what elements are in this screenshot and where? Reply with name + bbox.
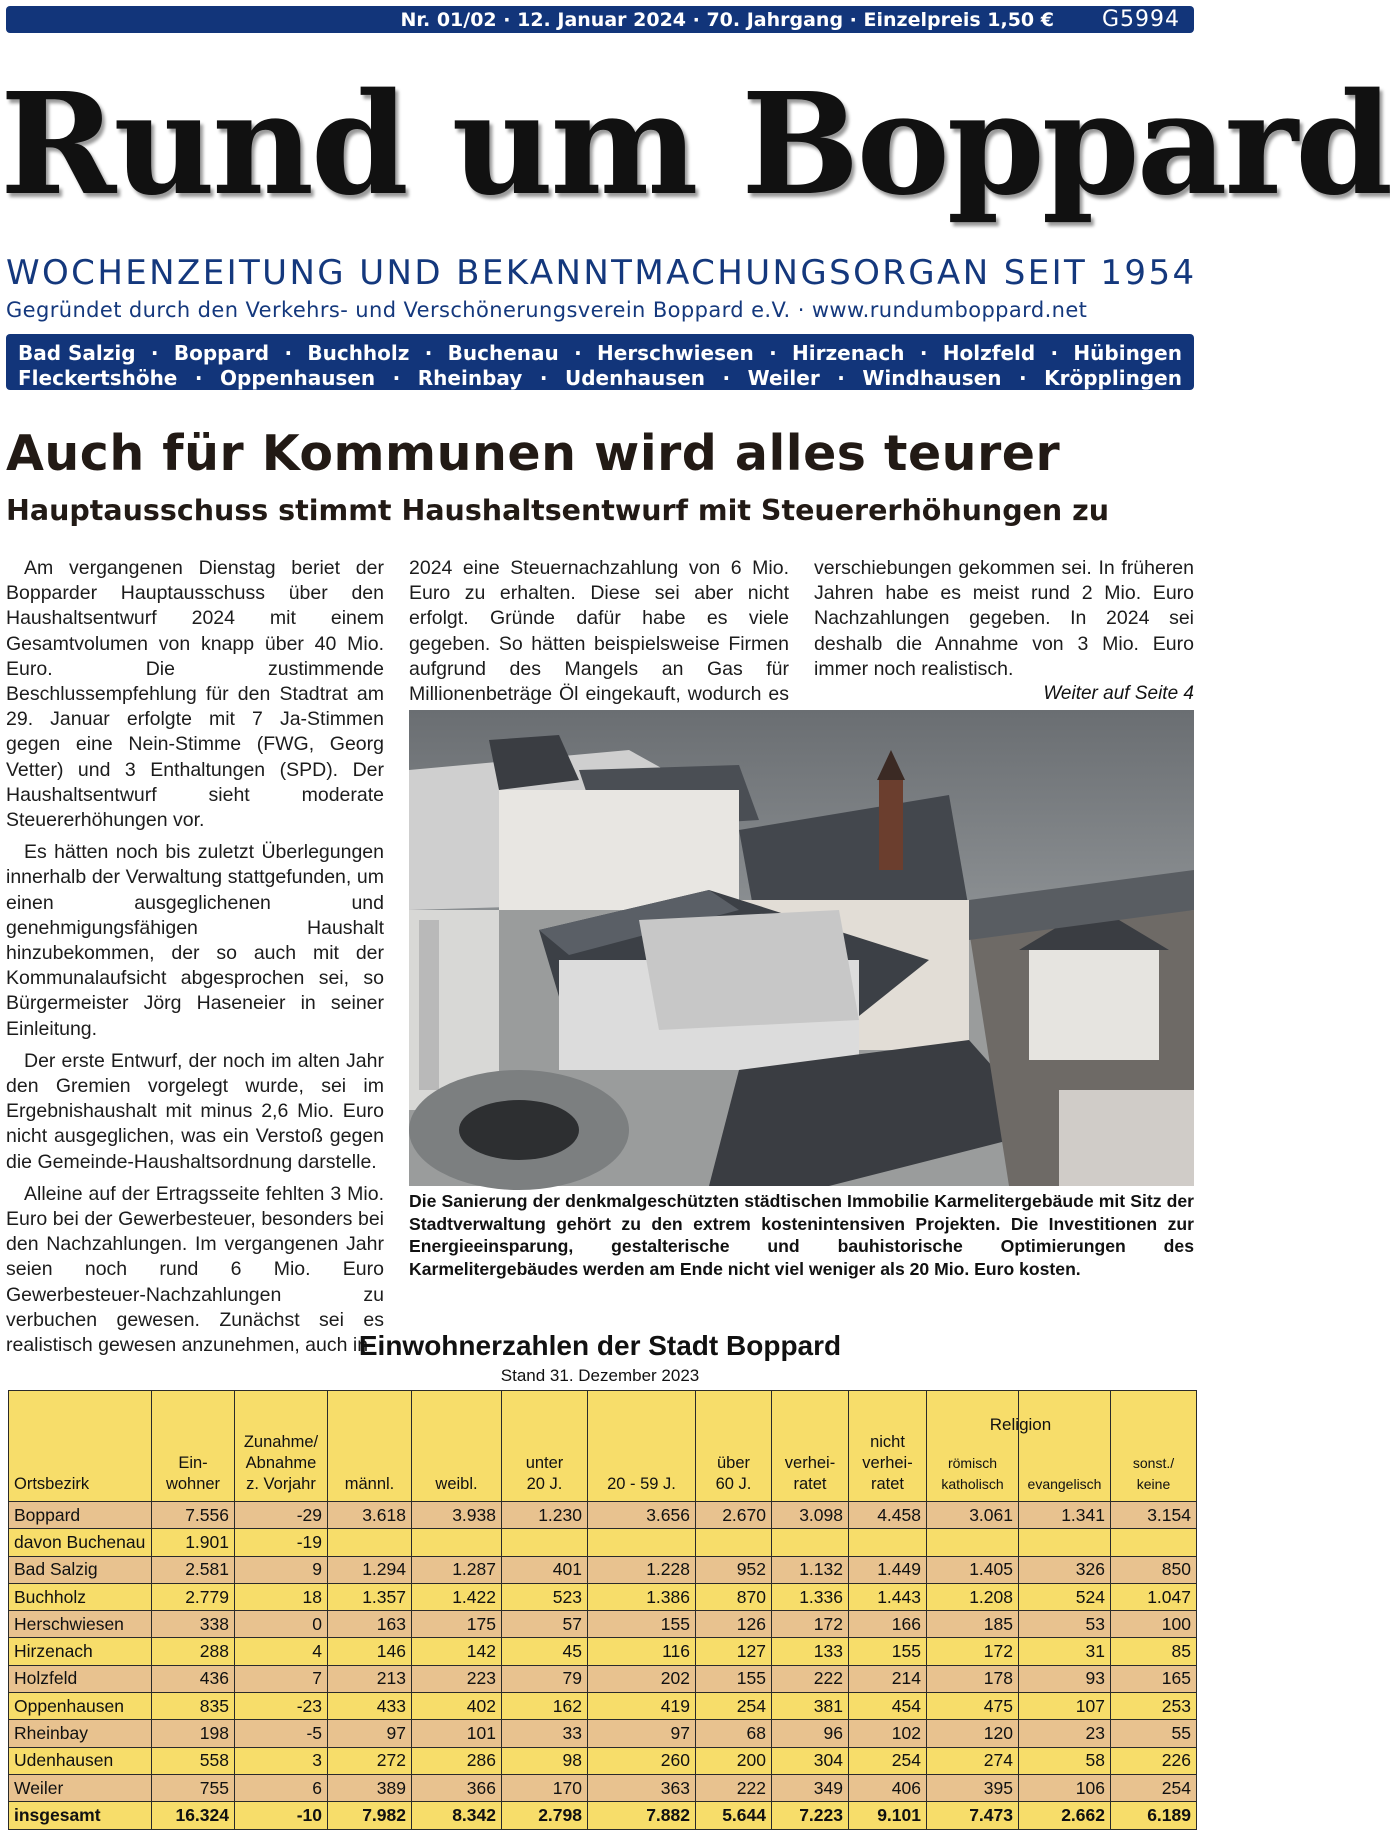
table-cell [412,1529,502,1556]
separator: · [837,366,845,390]
table-cell: 2.581 [152,1556,235,1583]
table-cell: 146 [328,1638,412,1665]
place-name: Buchholz [307,341,410,365]
table-cell: 226 [1111,1747,1197,1774]
table-cell: 436 [152,1665,235,1692]
separator: · [574,341,582,365]
place-name: Weiler [747,366,820,390]
table-cell: 1.422 [412,1583,502,1610]
table-cell: 3.656 [588,1502,696,1529]
place-name: Boppard [173,341,270,365]
column-header: über 60 J. [696,1391,772,1502]
table-cell: 155 [588,1611,696,1638]
places-row-2 [18,366,1182,390]
table-cell: 349 [772,1774,849,1801]
table-cell: 9 [235,1556,328,1583]
column-header: Ortsbezirk [9,1391,152,1502]
table-cell: 260 [588,1747,696,1774]
table-cell [1111,1529,1197,1556]
table-cell [849,1529,927,1556]
table-cell: 53 [1019,1611,1111,1638]
founded-line: Gegründet durch den Verkehrs- und Verschönerungsverein Boppard e.V. · www.rundumboppard.net [6,298,1088,322]
table-cell: 23 [1019,1720,1111,1747]
table-cell: 107 [1019,1693,1111,1720]
table-cell: 3.938 [412,1502,502,1529]
places-row-1 [18,341,1182,365]
table-cell: 172 [772,1611,849,1638]
table-row [9,1611,1197,1638]
table-cell: 1.287 [412,1556,502,1583]
table-cell: 338 [152,1611,235,1638]
table-cell: 133 [772,1638,849,1665]
table-cell: 3.061 [927,1502,1019,1529]
article-headline: Auch für Kommunen wird alles teurer [6,425,1061,482]
article-column-3 [814,556,1194,689]
table-cell: 4 [235,1638,328,1665]
place-name: Herschwiesen [597,341,754,365]
article-paragraph: Der erste Entwurf, der noch im alten Jahr den Gremien vorgelegt wurde, sei im Ergebnishaushalt mit minus 2,6 Mio. Euro nicht ausgeglichen, was ein Verstoß gegen die Gemeinde-Haushaltsordnung darstelle. [6,1049,384,1173]
table-row [9,1720,1197,1747]
table-cell: 213 [328,1665,412,1692]
newspaper-title: Rund um Boppard [0,63,1390,227]
place-name: Udenhausen [564,366,705,390]
article-paragraph: Alleine auf der Ertragsseite fehlten 3 Mio. Euro bei der Gewerbesteuer, besonders bei den Nachzahlungen. Im vergangenen Jahr seien noch rund 6 Mio. Euro Gewerbesteuer-Nachzahlungen zu verbuchen gewesen. Zunächst sei es realistisch gewesen anzunehmen, auch in [6,1182,384,1357]
place-name: Kröpplingen [1044,366,1182,390]
place-name: Oppenhausen [220,366,376,390]
table-cell: 1.405 [927,1556,1019,1583]
table-cell: 97 [328,1720,412,1747]
table-cell: 79 [502,1665,588,1692]
district-name: Boppard [9,1502,152,1529]
table-cell: 419 [588,1693,696,1720]
table-cell: 835 [152,1693,235,1720]
table-cell: 850 [1111,1556,1197,1583]
table-cell: 3 [235,1747,328,1774]
table-cell: 222 [772,1665,849,1692]
table-cell: 389 [328,1774,412,1801]
table-cell: 0 [235,1611,328,1638]
district-name: Weiler [9,1774,152,1801]
place-name: Hübingen [1073,341,1182,365]
table-cell: 200 [696,1747,772,1774]
table-cell: 3.098 [772,1502,849,1529]
place-name: Hirzenach [792,341,905,365]
total-label: insgesamt [9,1802,152,1829]
table-cell: 1.208 [927,1583,1019,1610]
table-cell: 126 [696,1611,772,1638]
table-cell: 116 [588,1638,696,1665]
table-cell: 100 [1111,1611,1197,1638]
district-name: Rheinbay [9,1720,152,1747]
separator: · [919,341,928,365]
table-cell: 101 [412,1720,502,1747]
table-row [9,1529,1197,1556]
table-cell: 1.341 [1019,1502,1111,1529]
table-cell [696,1529,772,1556]
district-name: Herschwiesen [9,1611,152,1638]
table-cell: 1.357 [328,1583,412,1610]
table-cell: 155 [849,1638,927,1665]
table-cell: 1.132 [772,1556,849,1583]
table-cell: 57 [502,1611,588,1638]
table-cell: 175 [412,1611,502,1638]
district-name: Oppenhausen [9,1693,152,1720]
table-cell: 402 [412,1693,502,1720]
table-cell: 274 [927,1747,1019,1774]
table-cell: -29 [235,1502,328,1529]
article-paragraph: Am vergangenen Dienstag beriet der Bopparder Hauptausschuss über den Haushaltsentwurf 2024 mit einem Gesamtvolumen von knapp über 40 Mio. Euro. Die zustimmende Beschlussempfehlung für den Stadtrat am 29. Januar erfolgte mit 7 Ja-Stimmen gegen eine Nein-Stimme (FWG, Georg Vetter) und 3 Enthaltungen (SPD). Der Haushaltsentwurf sieht moderate Steuererhöhungen vor. [6,557,384,832]
separator: · [769,341,777,365]
table-cell: 162 [502,1693,588,1720]
total-cell: 5.644 [696,1802,772,1829]
table-cell: 45 [502,1638,588,1665]
separator: · [424,341,433,365]
table-cell: 406 [849,1774,927,1801]
table-cell: 2.779 [152,1583,235,1610]
table-cell [927,1529,1019,1556]
table-cell: -23 [235,1693,328,1720]
table-cell: -5 [235,1720,328,1747]
table-cell: 96 [772,1720,849,1747]
table-cell: 7 [235,1665,328,1692]
table-cell: 120 [927,1720,1019,1747]
population-table [8,1390,1197,1830]
table-cell: 102 [849,1720,927,1747]
article-photo [409,710,1194,1186]
table-cell: 172 [927,1638,1019,1665]
total-cell: 7.882 [588,1802,696,1829]
table-row [9,1638,1197,1665]
table-cell: 155 [696,1665,772,1692]
table-cell [328,1529,412,1556]
table-cell: 55 [1111,1720,1197,1747]
article-column-1 [6,556,384,1365]
district-name: Udenhausen [9,1747,152,1774]
column-header: weibl. [412,1391,502,1502]
place-name: Rheinbay [417,366,523,390]
table-cell: 166 [849,1611,927,1638]
places-banner [6,334,1194,390]
district-name: Holzfeld [9,1665,152,1692]
table-cell: 33 [502,1720,588,1747]
table-row [9,1693,1197,1720]
place-name: Buchenau [447,341,559,365]
table-cell [1019,1529,1111,1556]
table-cell: 93 [1019,1665,1111,1692]
separator: · [392,366,401,390]
table-cell: 1.336 [772,1583,849,1610]
table-cell: 170 [502,1774,588,1801]
table-row [9,1774,1197,1801]
issue-code: G5994 [1101,7,1180,32]
column-header: unter 20 J. [502,1391,588,1502]
table-cell: 454 [849,1693,927,1720]
table-cell: 106 [1019,1774,1111,1801]
separator: · [1019,366,1027,390]
table-cell: 178 [927,1665,1019,1692]
table-cell: 222 [696,1774,772,1801]
table-cell: 401 [502,1556,588,1583]
table-row [9,1502,1197,1529]
table-cell: 3.154 [1111,1502,1197,1529]
table-cell: 288 [152,1638,235,1665]
newspaper-subtitle: WOCHENZEITUNG UND BEKANNTMACHUNGSORGAN SEIT 1954 [6,253,1197,293]
column-header: 20 - 59 J. [588,1391,696,1502]
place-name: Bad Salzig [18,341,136,365]
table-cell: 163 [328,1611,412,1638]
table-cell: 523 [502,1583,588,1610]
table-cell: 254 [849,1747,927,1774]
table-cell: 1.294 [328,1556,412,1583]
column-header: Ein- wohner [152,1391,235,1502]
district-name: davon Buchenau [9,1529,152,1556]
separator: · [150,341,159,365]
table-cell: 1.443 [849,1583,927,1610]
table-cell: 198 [152,1720,235,1747]
table-subtitle: Stand 31. Dezember 2023 [500,1366,700,1385]
separator: · [539,366,548,390]
column-header: Religion römisch katholisch [927,1391,1019,1502]
issue-bar [6,6,1194,33]
total-cell: 7.473 [927,1802,1019,1829]
column-header: evangelisch [1019,1391,1111,1502]
table-row [9,1747,1197,1774]
table-title: Einwohnerzahlen der Stadt Boppard [358,1330,842,1361]
table-cell: 870 [696,1583,772,1610]
table-cell: 1.047 [1111,1583,1197,1610]
table-cell: -19 [235,1529,328,1556]
district-name: Hirzenach [9,1638,152,1665]
total-cell: 6.189 [1111,1802,1197,1829]
photo-caption: Die Sanierung der denkmalgeschützten städtischen Immobilie Karmelitergebäude mit Sitz der Stadtverwaltung gehört zu den extrem kostenintensiven Projekten. Die Investitionen zur Energieeinsparung, gestalterische und bauhistorische Optimierungen des Karmelitergebäudes werden am Ende nicht viel weniger als 20 Mio. Euro kosten. [409,1191,1194,1279]
table-row [9,1583,1197,1610]
table-row [9,1665,1197,1692]
total-cell: 7.223 [772,1802,849,1829]
table-cell: 6 [235,1774,328,1801]
table-cell: 286 [412,1747,502,1774]
table-cell: 185 [927,1611,1019,1638]
table-cell: 165 [1111,1665,1197,1692]
table-cell: 254 [696,1693,772,1720]
table-cell: 433 [328,1693,412,1720]
table-cell: 1.230 [502,1502,588,1529]
table-cell: 3.618 [328,1502,412,1529]
table-cell: 4.458 [849,1502,927,1529]
table-cell: 1.228 [588,1556,696,1583]
table-row [9,1556,1197,1583]
column-header: verhei- ratet [772,1391,849,1502]
total-row [9,1802,1197,1829]
table-cell: 363 [588,1774,696,1801]
table-cell: 214 [849,1665,927,1692]
table-cell: 68 [696,1720,772,1747]
table-cell: 1.449 [849,1556,927,1583]
table-cell: 223 [412,1665,502,1692]
separator: · [284,341,293,365]
table-cell [588,1529,696,1556]
total-cell: 7.982 [328,1802,412,1829]
separator: · [722,366,731,390]
district-name: Bad Salzig [9,1556,152,1583]
issue-line: Nr. 01/02 · 12. Januar 2024 · 70. Jahrgang · Einzelpreis 1,50 € [400,9,1054,31]
table-cell: 202 [588,1665,696,1692]
table-cell: 254 [1111,1774,1197,1801]
separator: · [194,366,203,390]
table-cell: 142 [412,1638,502,1665]
article-paragraph: Es hätten noch bis zuletzt Überlegungen innerhalb der Verwaltung stattgefunden, um einen ausgeglichenen und genehmigungsfähigen Haushalt hinzubekommen, der so auch mit der Kommunalaufsicht abgesprochen sei, so Bürgermeister Jörg Haseneier in seiner Einleitung. [6,841,384,1040]
table-cell: 253 [1111,1693,1197,1720]
article-paragraph: verschiebungen gekommen sei. In früheren Jahren habe es meist rund 2 Mio. Euro Nachzahlungen gegeben. In 2024 sei deshalb die Annahme von 3 Mio. Euro immer noch realistisch. [814,557,1194,680]
table-cell: 127 [696,1638,772,1665]
place-name: Fleckertshöhe [18,366,178,390]
total-cell: 8.342 [412,1802,502,1829]
table-cell: 18 [235,1583,328,1610]
article-paragraph: 2024 eine Steuernachzahlung von 6 Mio. Euro zu erhalten. Diese sei aber nicht erfolgt. Gründe dafür habe es viele gegeben. So hätten beispielsweise Firmen aufgrund des Mangels an Gas für Millionenbeträge Öl eingekauft, wodurch es [409,557,789,706]
table-cell: 952 [696,1556,772,1583]
column-header: sonst./ keine [1111,1391,1197,1502]
column-header: nicht verhei- ratet [849,1391,927,1502]
article-subheadline: Hauptausschuss stimmt Haushaltsentwurf mit Steuererhöhungen zu [6,494,1110,527]
column-header: Zunahme/ Abnahme z. Vorjahr [235,1391,328,1502]
table-cell: 272 [328,1747,412,1774]
religion-header: Religion [989,1415,1052,1434]
column-header: männl. [328,1391,412,1502]
table-cell: 97 [588,1720,696,1747]
table-cell: 381 [772,1693,849,1720]
district-name: Buchholz [9,1583,152,1610]
table-cell: 304 [772,1747,849,1774]
table-cell: 326 [1019,1556,1111,1583]
table-cell: 31 [1019,1638,1111,1665]
continued-note: Weiter auf Seite 4 [1043,683,1194,704]
table-cell: 98 [502,1747,588,1774]
table-cell: 558 [152,1747,235,1774]
table-cell: 755 [152,1774,235,1801]
table-cell: 395 [927,1774,1019,1801]
table-cell: 1.386 [588,1583,696,1610]
place-name: Holzfeld [942,341,1036,365]
table-cell: 366 [412,1774,502,1801]
photo-illustration [409,710,1194,1186]
place-name: Windhausen [862,366,1002,390]
table-cell [502,1529,588,1556]
table-cell: 475 [927,1693,1019,1720]
total-cell: 2.798 [502,1802,588,1829]
total-cell: -10 [235,1802,328,1829]
table-cell: 2.670 [696,1502,772,1529]
total-cell: 2.662 [1019,1802,1111,1829]
table-cell: 1.901 [152,1529,235,1556]
total-cell: 9.101 [849,1802,927,1829]
table-header-row [9,1391,1197,1502]
table-cell: 524 [1019,1583,1111,1610]
table-cell: 7.556 [152,1502,235,1529]
table-cell: 85 [1111,1638,1197,1665]
table-cell: 58 [1019,1747,1111,1774]
separator: · [1050,341,1059,365]
total-cell: 16.324 [152,1802,235,1829]
table-cell [772,1529,849,1556]
